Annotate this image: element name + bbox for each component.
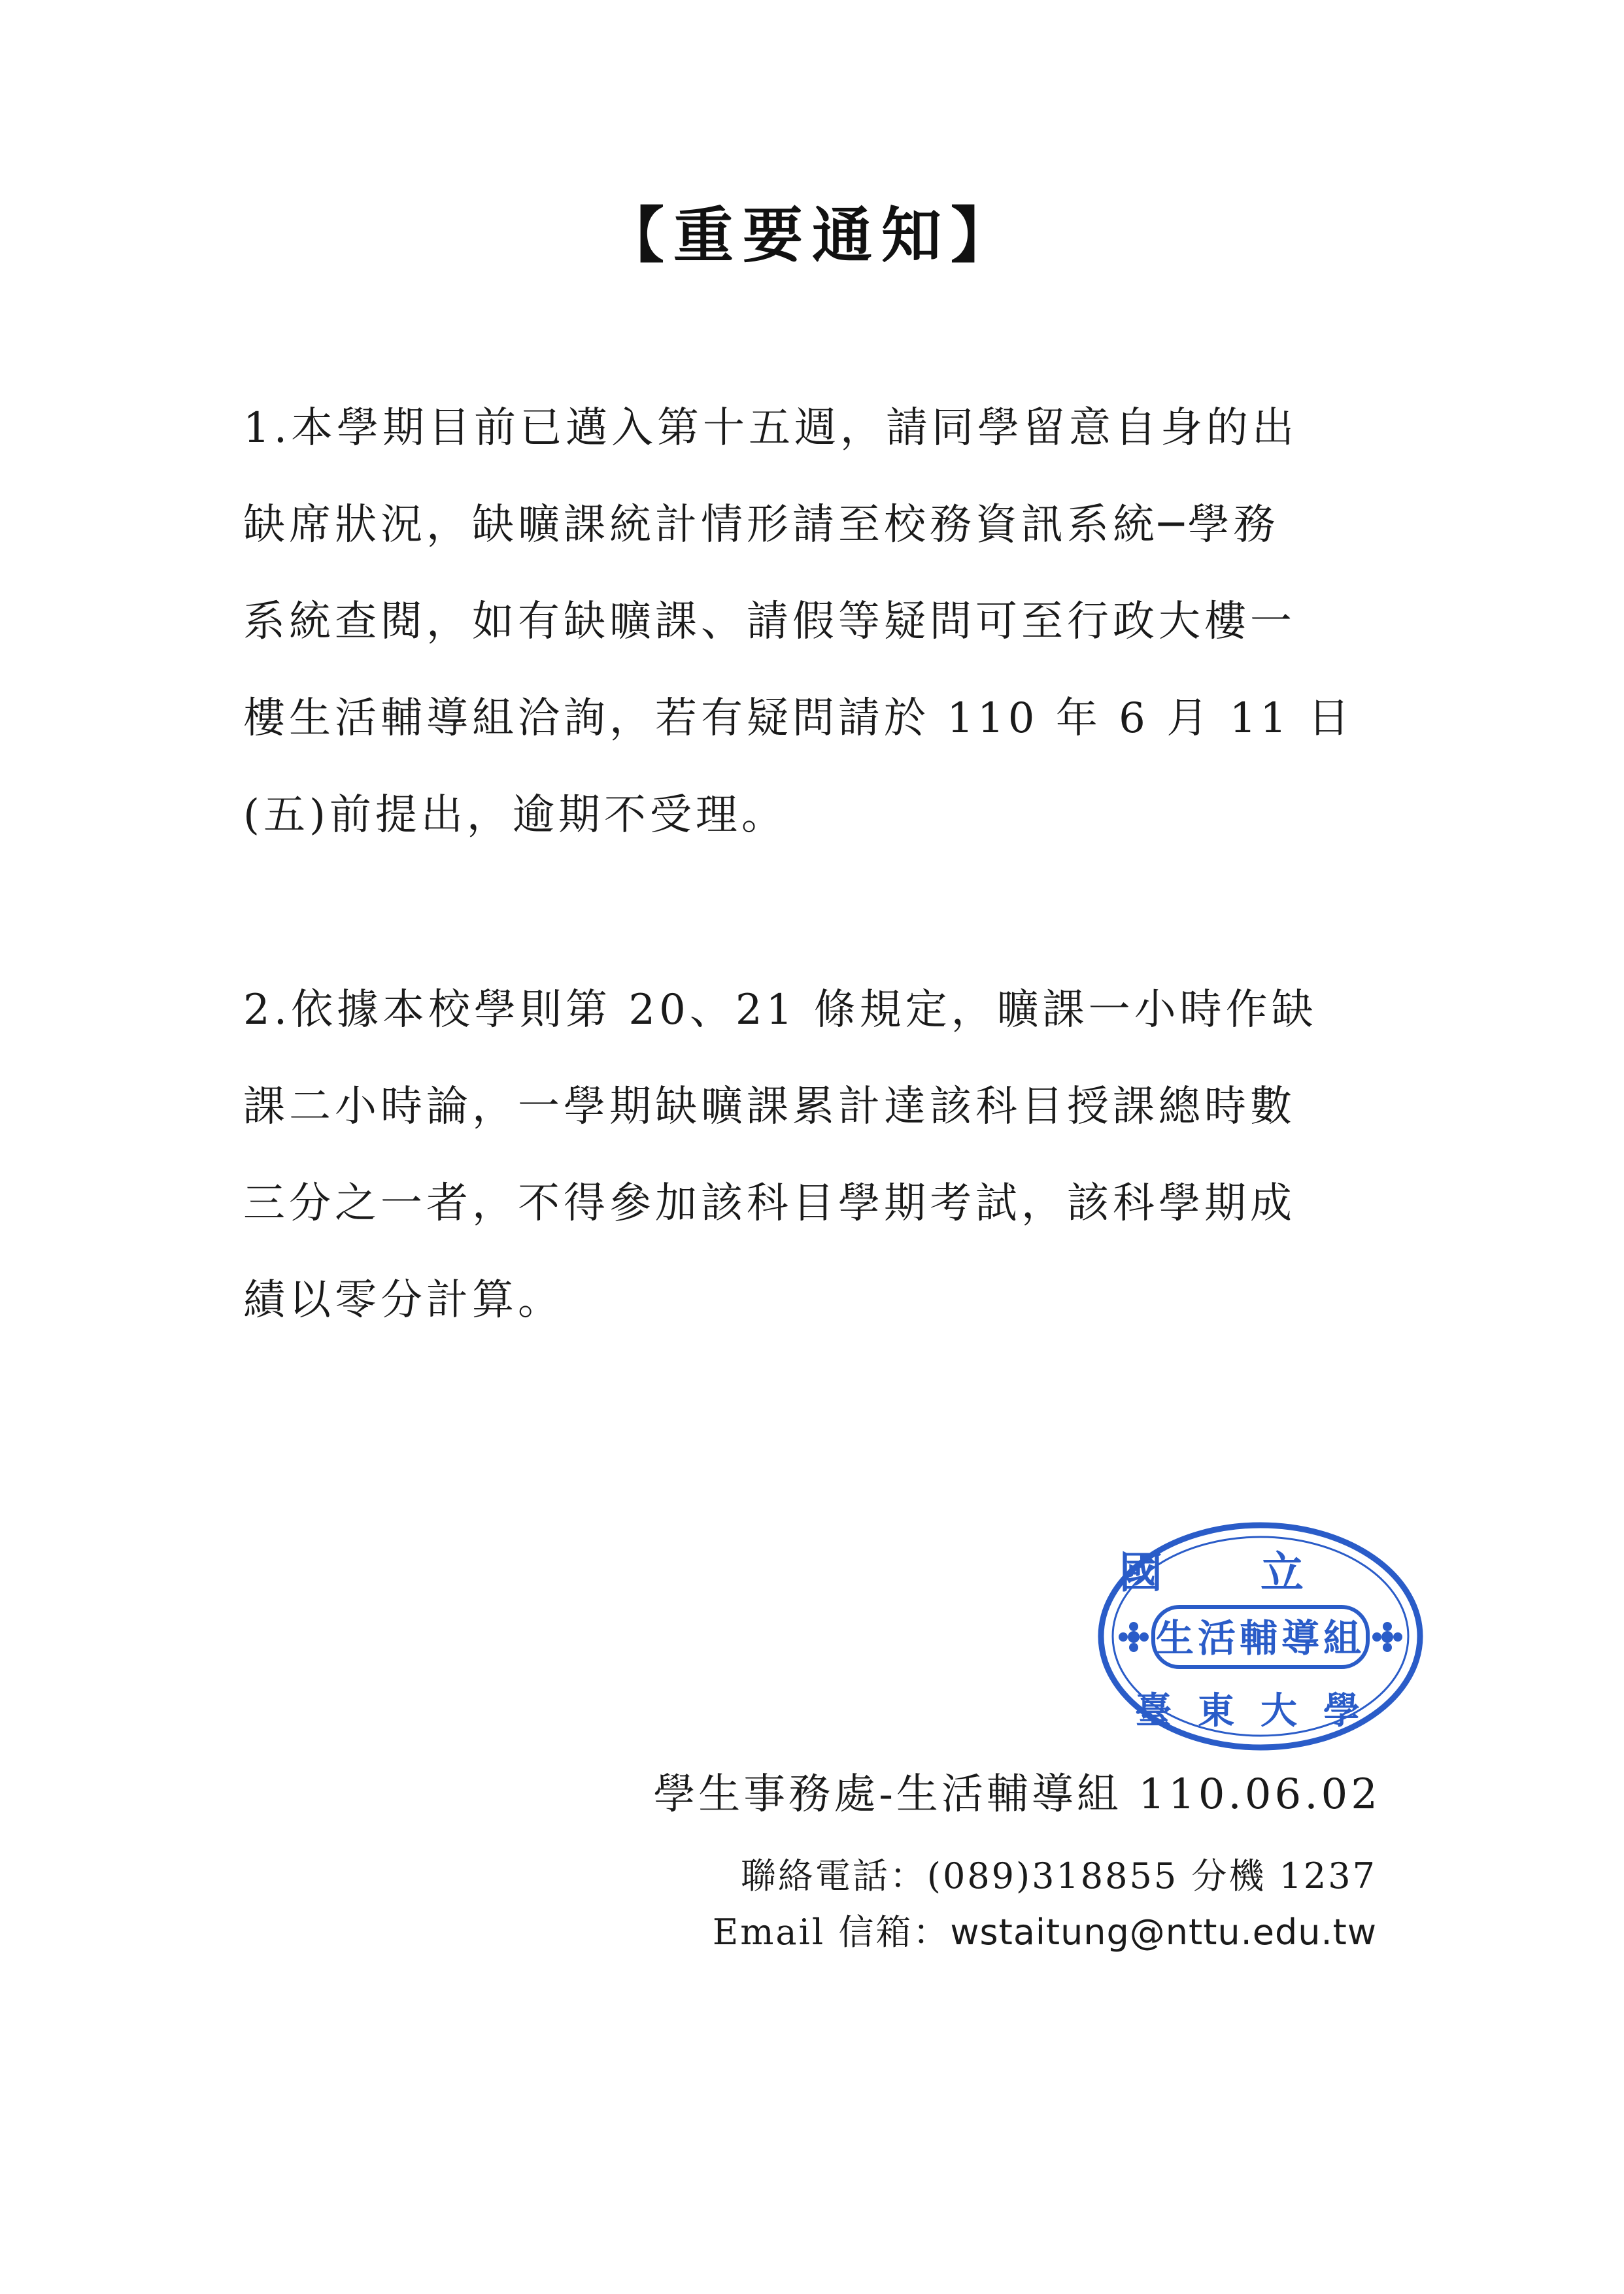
notice-item-2-line-3: 三分之一者，不得參加該科目學期考試，該科學期成 [243,1179,1296,1228]
contact-phone [741,1851,1377,1901]
notice-item-1-line-4: 樓生活輔導組洽詢，若有疑問請於 110 年 6 月 11 日 [243,694,1354,743]
notice-title: 【重要通知】 [603,200,1020,271]
phone-number: (089)318855 分機 1237 [926,1855,1377,1897]
stamp-top-text: 國立 [1119,1547,1402,1598]
stamp-center-text: 生活輔導組 [1155,1616,1366,1661]
notice-item-1-line-1: 1.本學期目前已邁入第十五週，請同學留意自身的出 [243,404,1298,452]
stamp-left-flower-icon [1119,1622,1149,1652]
issuing-office: 學生事務處-生活輔導組 110.06.02 [653,1770,1381,1819]
notice-item-1-line-5: (五)前提出，逾期不受理。 [243,791,787,839]
stamp-right-flower-icon [1372,1622,1402,1652]
email-address[interactable]: wstaitung@nttu.edu.tw [950,1912,1377,1953]
email-label: Email 信箱： [712,1912,951,1953]
contact-email [713,1908,1377,1957]
phone-label: 聯絡電話： [740,1855,927,1897]
office-seal-stamp [1091,1515,1430,1757]
notice-item-1-line-3: 系統查閱，如有缺曠課、請假等疑問可至行政大樓一 [243,598,1296,646]
stamp-bottom-text: 臺東大學 [1135,1689,1386,1732]
notice-item-2-line-1: 2.依據本校學則第 20、21 條規定，曠課一小時作缺 [243,986,1317,1034]
notice-item-2-line-4: 績以零分計算。 [243,1276,564,1324]
notice-item-2-line-2: 課二小時論，一學期缺曠課累計達該科目授課總時數 [243,1083,1296,1131]
notice-item-1-line-2: 缺席狀況，缺曠課統計情形請至校務資訊系統─學務 [243,501,1279,549]
